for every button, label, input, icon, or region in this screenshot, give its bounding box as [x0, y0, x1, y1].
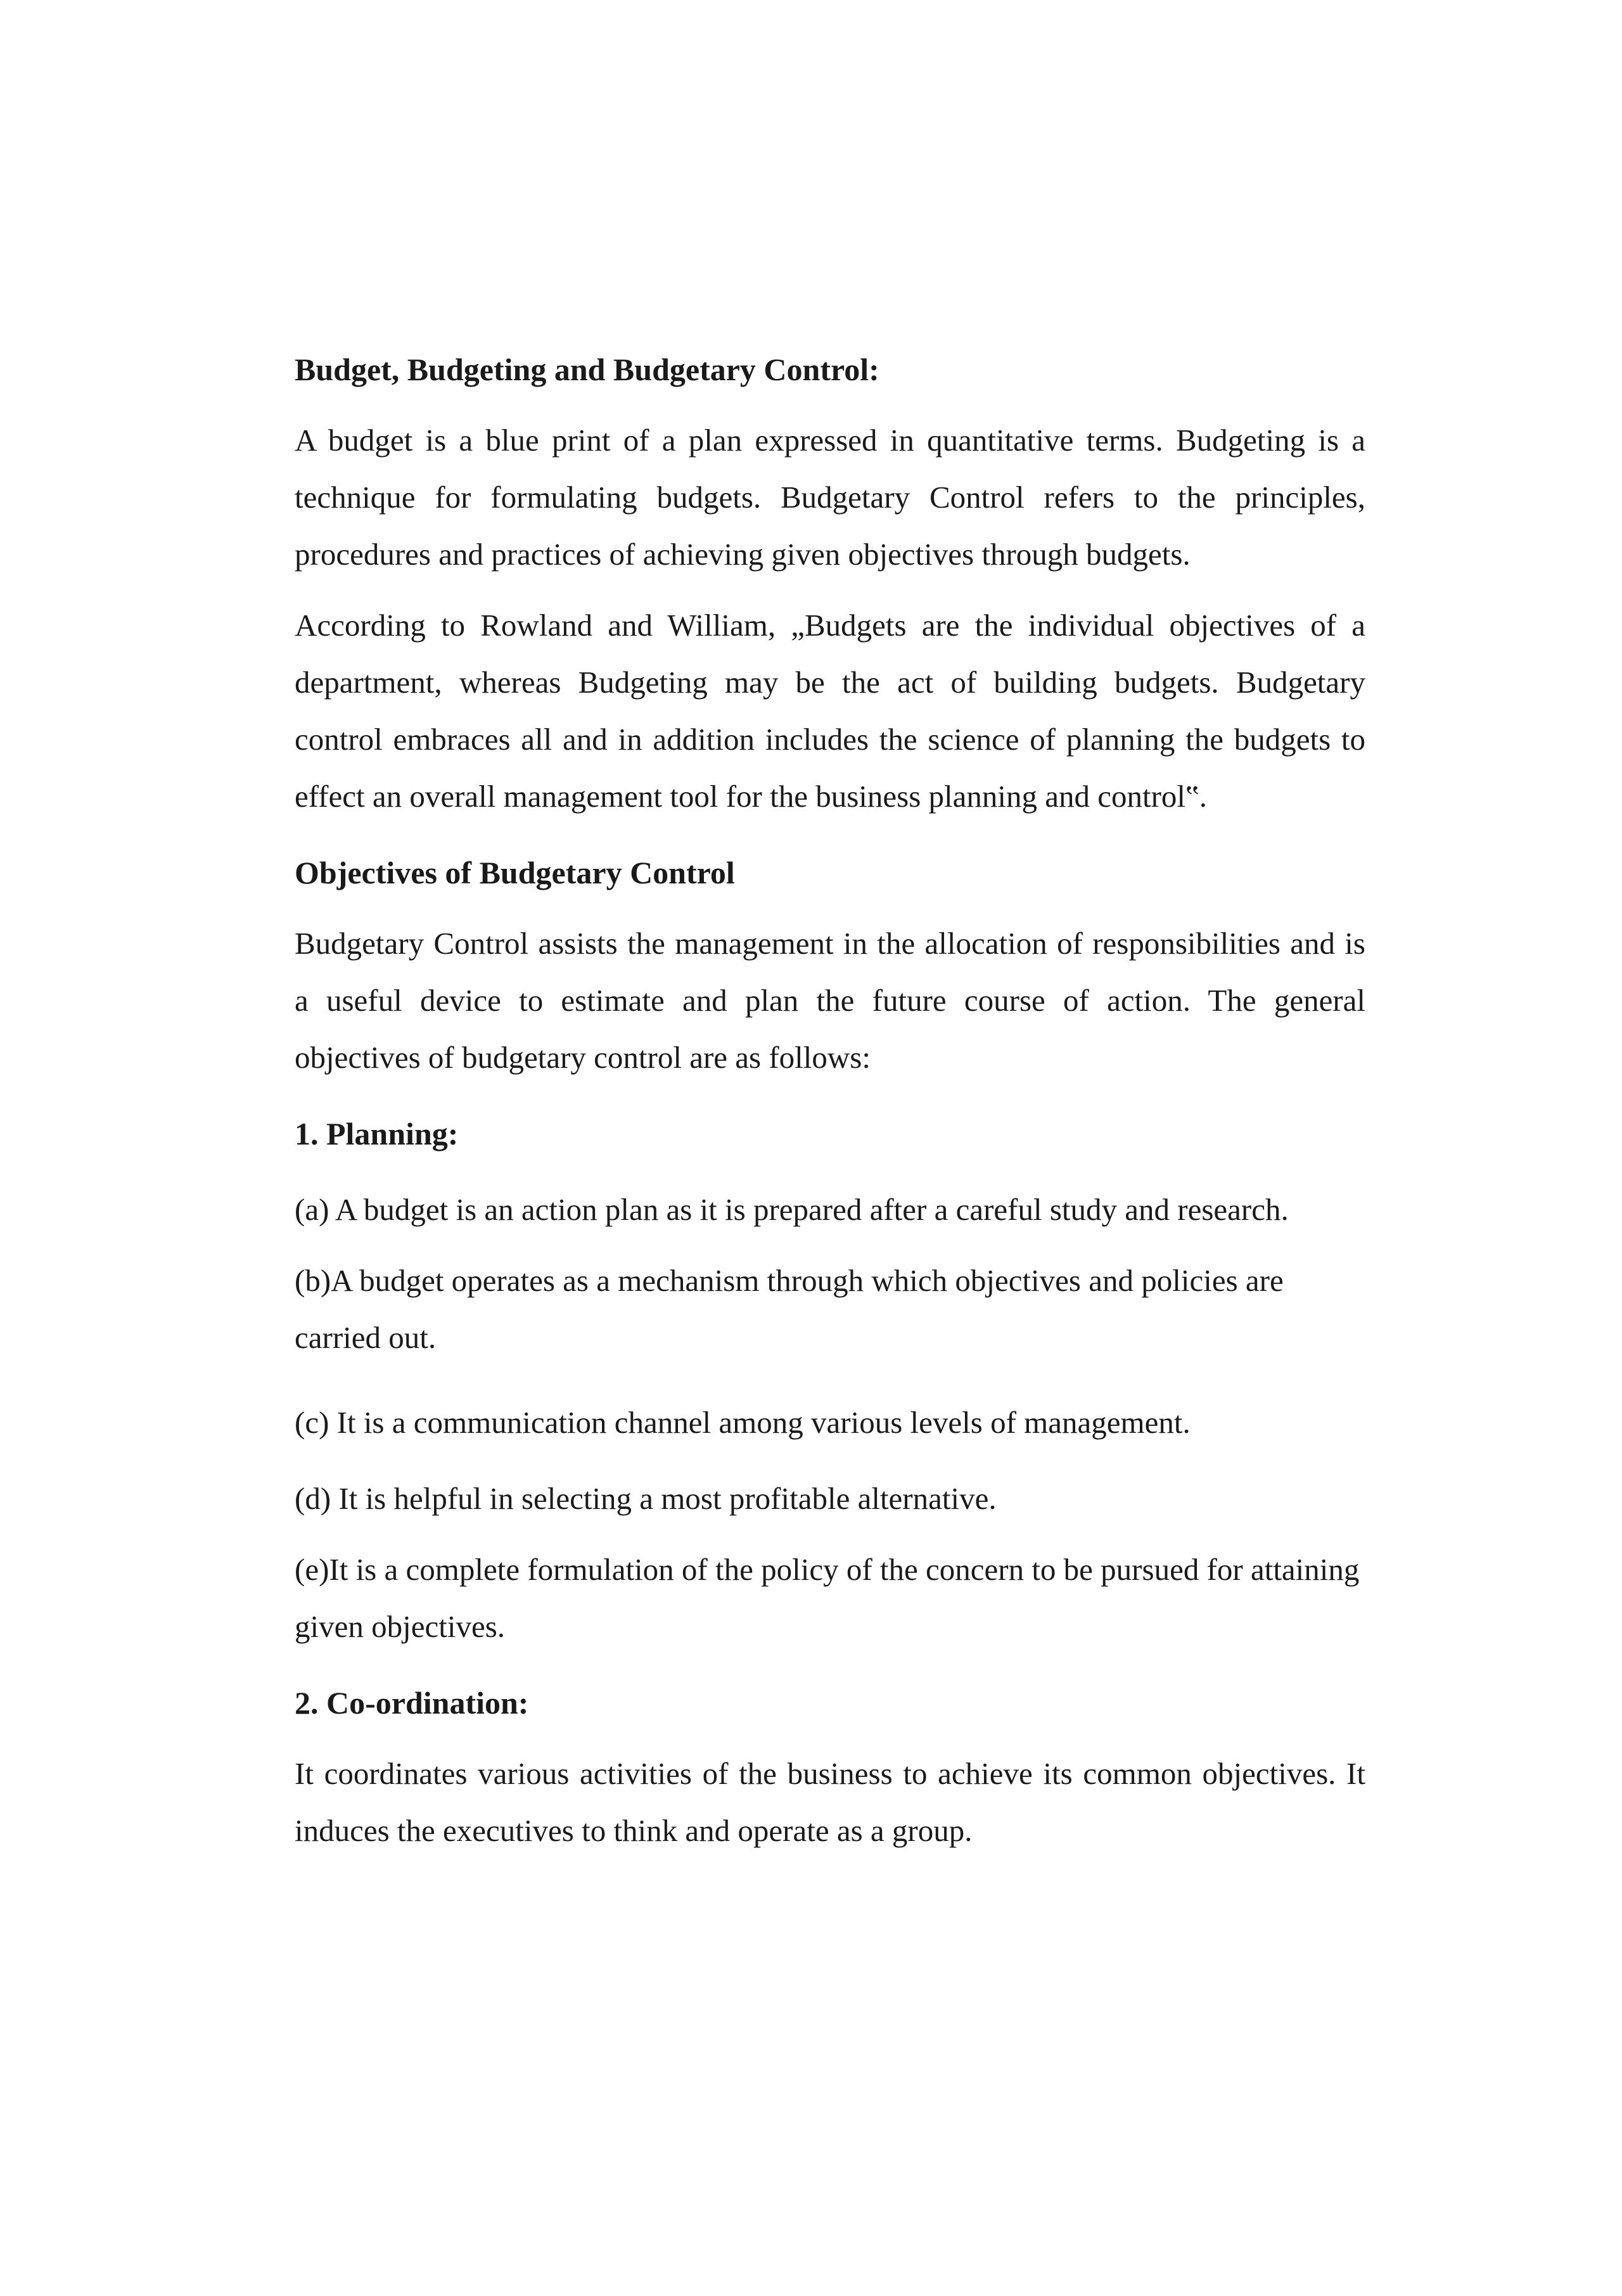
subheading-coordination: 2. Co-ordination:: [295, 1685, 529, 1721]
paragraph-budget-definition: A budget is a blue print of a plan expressed in quantitative terms. Budgeting is a technique for formulating budgets. Budgetary Control refers to the principles, procedures and practices of achieving given objectives through budgets.: [295, 423, 1365, 572]
section-heading-budget: Budget, Budgeting and Budgetary Control:: [295, 352, 879, 387]
list-item-e: (e)It is a complete formulation of the policy of the concern to be pursued for attaining given objectives.: [295, 1552, 1360, 1644]
list-item-d: (d) It is helpful in selecting a most profitable alternative.: [295, 1481, 997, 1516]
subheading-planning: 1. Planning:: [295, 1116, 459, 1151]
paragraph-coordination: It coordinates various activities of the business to achieve its common objectives. It induces the executives to think and operate as a group.: [295, 1756, 1365, 1848]
section-heading-objectives: Objectives of Budgetary Control: [295, 855, 735, 890]
document-body: [295, 341, 1365, 1859]
paragraph-rowland-william-quote: According to Rowland and William, „Budgets are the individual objectives of a department, whereas Budgeting may be the act of building budgets. Budgetary control embraces all and in addition includes the science of planning the budgets to effect an overall management tool for the business planning and control‟.: [295, 608, 1365, 814]
paragraph-objectives-intro: Budgetary Control assists the management in the allocation of responsibilities and is a useful device to estimate and plan the future course of action. The general objectives of budgetary control are as follows:: [295, 926, 1365, 1075]
list-item-c: (c) It is a communication channel among various levels of management.: [295, 1405, 1191, 1440]
list-item-a: (a) A budget is an action plan as it is prepared after a careful study and research.: [295, 1192, 1289, 1227]
list-item-b: (b)A budget operates as a mechanism through which objectives and policies are carried out.: [295, 1263, 1284, 1355]
